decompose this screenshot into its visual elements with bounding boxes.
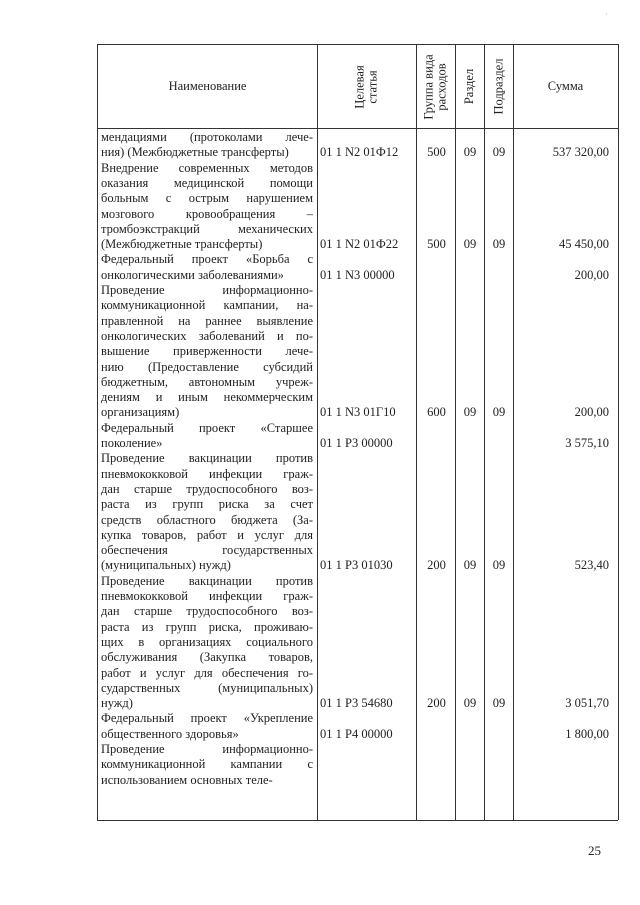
row-name-line: сударственных (муниципальных)	[101, 680, 313, 695]
row-name-line: Федеральный проект «Борьба с	[101, 252, 313, 267]
row-section: 09	[463, 145, 477, 160]
row-target-code: 01 1 P4 00000	[320, 726, 393, 741]
row-name-line: нужд)	[101, 696, 133, 711]
row-group: 500	[427, 237, 446, 252]
row-name-line: Внедрение современных методов	[101, 160, 313, 175]
row-group: 200	[427, 696, 446, 711]
row-name-line: больным с острым нарушением	[101, 191, 313, 206]
col-divider-1	[317, 44, 318, 820]
row-sum: 537 320,00	[552, 145, 609, 160]
row-sum: 45 450,00	[559, 237, 609, 252]
row-name-line: средств областного бюджета (За-	[101, 512, 313, 527]
row-name-line: поколение»	[101, 436, 163, 450]
header-target-line2: статья	[366, 69, 380, 104]
row-name-line: онкологических заболеваний и по-	[101, 328, 313, 343]
row-section: 09	[463, 405, 477, 420]
row-subsection: 09	[492, 145, 506, 160]
row-name-line: правленной на раннее выявление	[101, 313, 313, 328]
table-bottom-border	[97, 820, 618, 821]
row-sum: 200,00	[574, 267, 609, 282]
header-target-line1: Целевая	[353, 64, 367, 109]
header-section-text: Раздел	[462, 68, 477, 105]
row-name-line: использованием основных теле-	[101, 772, 273, 787]
header-group	[417, 45, 455, 128]
row-target-code: 01 1 P3 54680	[320, 696, 393, 711]
row-section: 09	[463, 237, 477, 252]
row-group: 600	[427, 405, 446, 420]
header-target-text	[354, 65, 380, 108]
row-name-line: дан старше трудоспособного воз-	[101, 481, 313, 496]
row-name-line: раста из групп риска за счет	[101, 497, 313, 512]
row-name-line: Федеральный проект «Укрепление	[101, 711, 313, 726]
row-name-line: (Межбюджетные трансферты)	[101, 237, 263, 252]
page-number: 25	[588, 843, 601, 858]
header-target	[318, 45, 416, 128]
row-sum: 523,40	[574, 558, 609, 573]
row-name-line: Проведение вакцинации против	[101, 451, 313, 466]
row-name-line: Проведение информационно-	[101, 283, 313, 297]
row-name-line: организациям)	[101, 405, 180, 420]
row-name-line: дан старше трудоспособного воз-	[101, 604, 313, 619]
header-bottom-border	[97, 128, 618, 129]
row-sum: 200,00	[574, 405, 609, 420]
row-name-line: общественного здоровья»	[101, 726, 239, 741]
col-divider-2	[416, 44, 417, 820]
row-subsection: 09	[492, 237, 506, 252]
header-section	[456, 45, 484, 128]
row-target-code: 01 1 N2 01Ф22	[320, 237, 399, 252]
row-name-line: мозгового кровообращения –	[101, 206, 313, 221]
row-name-line: работ и услуг для обеспечения го-	[101, 665, 313, 680]
row-name-line: нию (Предоставление субсидий	[101, 359, 313, 374]
header-subsection	[485, 45, 513, 128]
row-name-line: оказания медицинской помощи	[101, 175, 313, 190]
row-name-line: Федеральный проект «Старшее	[101, 420, 313, 435]
row-sum: 3 575,10	[565, 436, 609, 450]
row-name-line: обеспечения государственных	[101, 543, 313, 558]
row-subsection: 09	[492, 405, 506, 420]
row-group: 500	[427, 145, 446, 160]
row-group: 200	[427, 558, 446, 573]
row-sum: 1 800,00	[565, 726, 609, 741]
row-name-line: обслуживания (Закупка товаров,	[101, 650, 313, 665]
row-subsection: 09	[492, 558, 506, 573]
header-sum	[514, 45, 617, 128]
col-divider-5	[513, 44, 514, 820]
row-name-line: вышение приверженности лече-	[101, 344, 313, 359]
row-name-line: купка товаров, работ и услуг для	[101, 527, 313, 542]
row-name-line: пневмококковой инфекции граж-	[101, 589, 313, 603]
row-target-code: 01 1 P3 01030	[320, 558, 393, 573]
row-name-line: Проведение вакцинации против	[101, 573, 313, 588]
row-name-line: пневмококковой инфекции граж-	[101, 466, 313, 481]
header-name	[98, 45, 317, 128]
row-name-line: Проведение информационно-	[101, 742, 313, 756]
row-subsection: 09	[492, 696, 506, 711]
row-sum: 3 051,70	[565, 696, 609, 711]
header-subsection-text: Подраздел	[491, 58, 506, 115]
row-name-line: коммуникационной кампании, на-	[101, 298, 313, 313]
row-target-code: 01 1 N3 00000	[320, 267, 395, 282]
header-group-line1: Группа вида	[422, 53, 437, 120]
row-name-line: тромбоэкстракций механических	[101, 221, 313, 236]
row-target-code: 01 1 N2 01Ф12	[320, 145, 399, 160]
header-name-text: Наименование	[168, 79, 247, 93]
header-group-text	[423, 54, 449, 119]
row-name-line: онкологическими заболеваниями»	[101, 267, 284, 282]
header-sum-text: Сумма	[547, 79, 584, 93]
row-name-line: щих в организациях социального	[101, 634, 313, 649]
row-name-line: ния) (Межбюджетные трансферты)	[101, 145, 289, 160]
header-group-line2: расходов	[435, 62, 450, 111]
row-target-code: 01 1 P3 00000	[320, 436, 393, 450]
row-target-code: 01 1 N3 01Г10	[320, 405, 396, 420]
row-section: 09	[463, 558, 477, 573]
row-section: 09	[463, 696, 477, 711]
row-name-line: дениям и иным некоммерческим	[101, 390, 313, 405]
row-name-line: бюджетным, автономным учреж-	[101, 374, 313, 389]
scan-speck: ·	[605, 10, 608, 19]
row-name-line: мендациями (протоколами лече-	[101, 130, 313, 144]
row-name-line: коммуникационной кампании с	[101, 757, 313, 772]
row-name-line: раста из групп риска, проживаю-	[101, 619, 313, 634]
row-name-line: (муниципальных) нужд)	[101, 558, 231, 573]
